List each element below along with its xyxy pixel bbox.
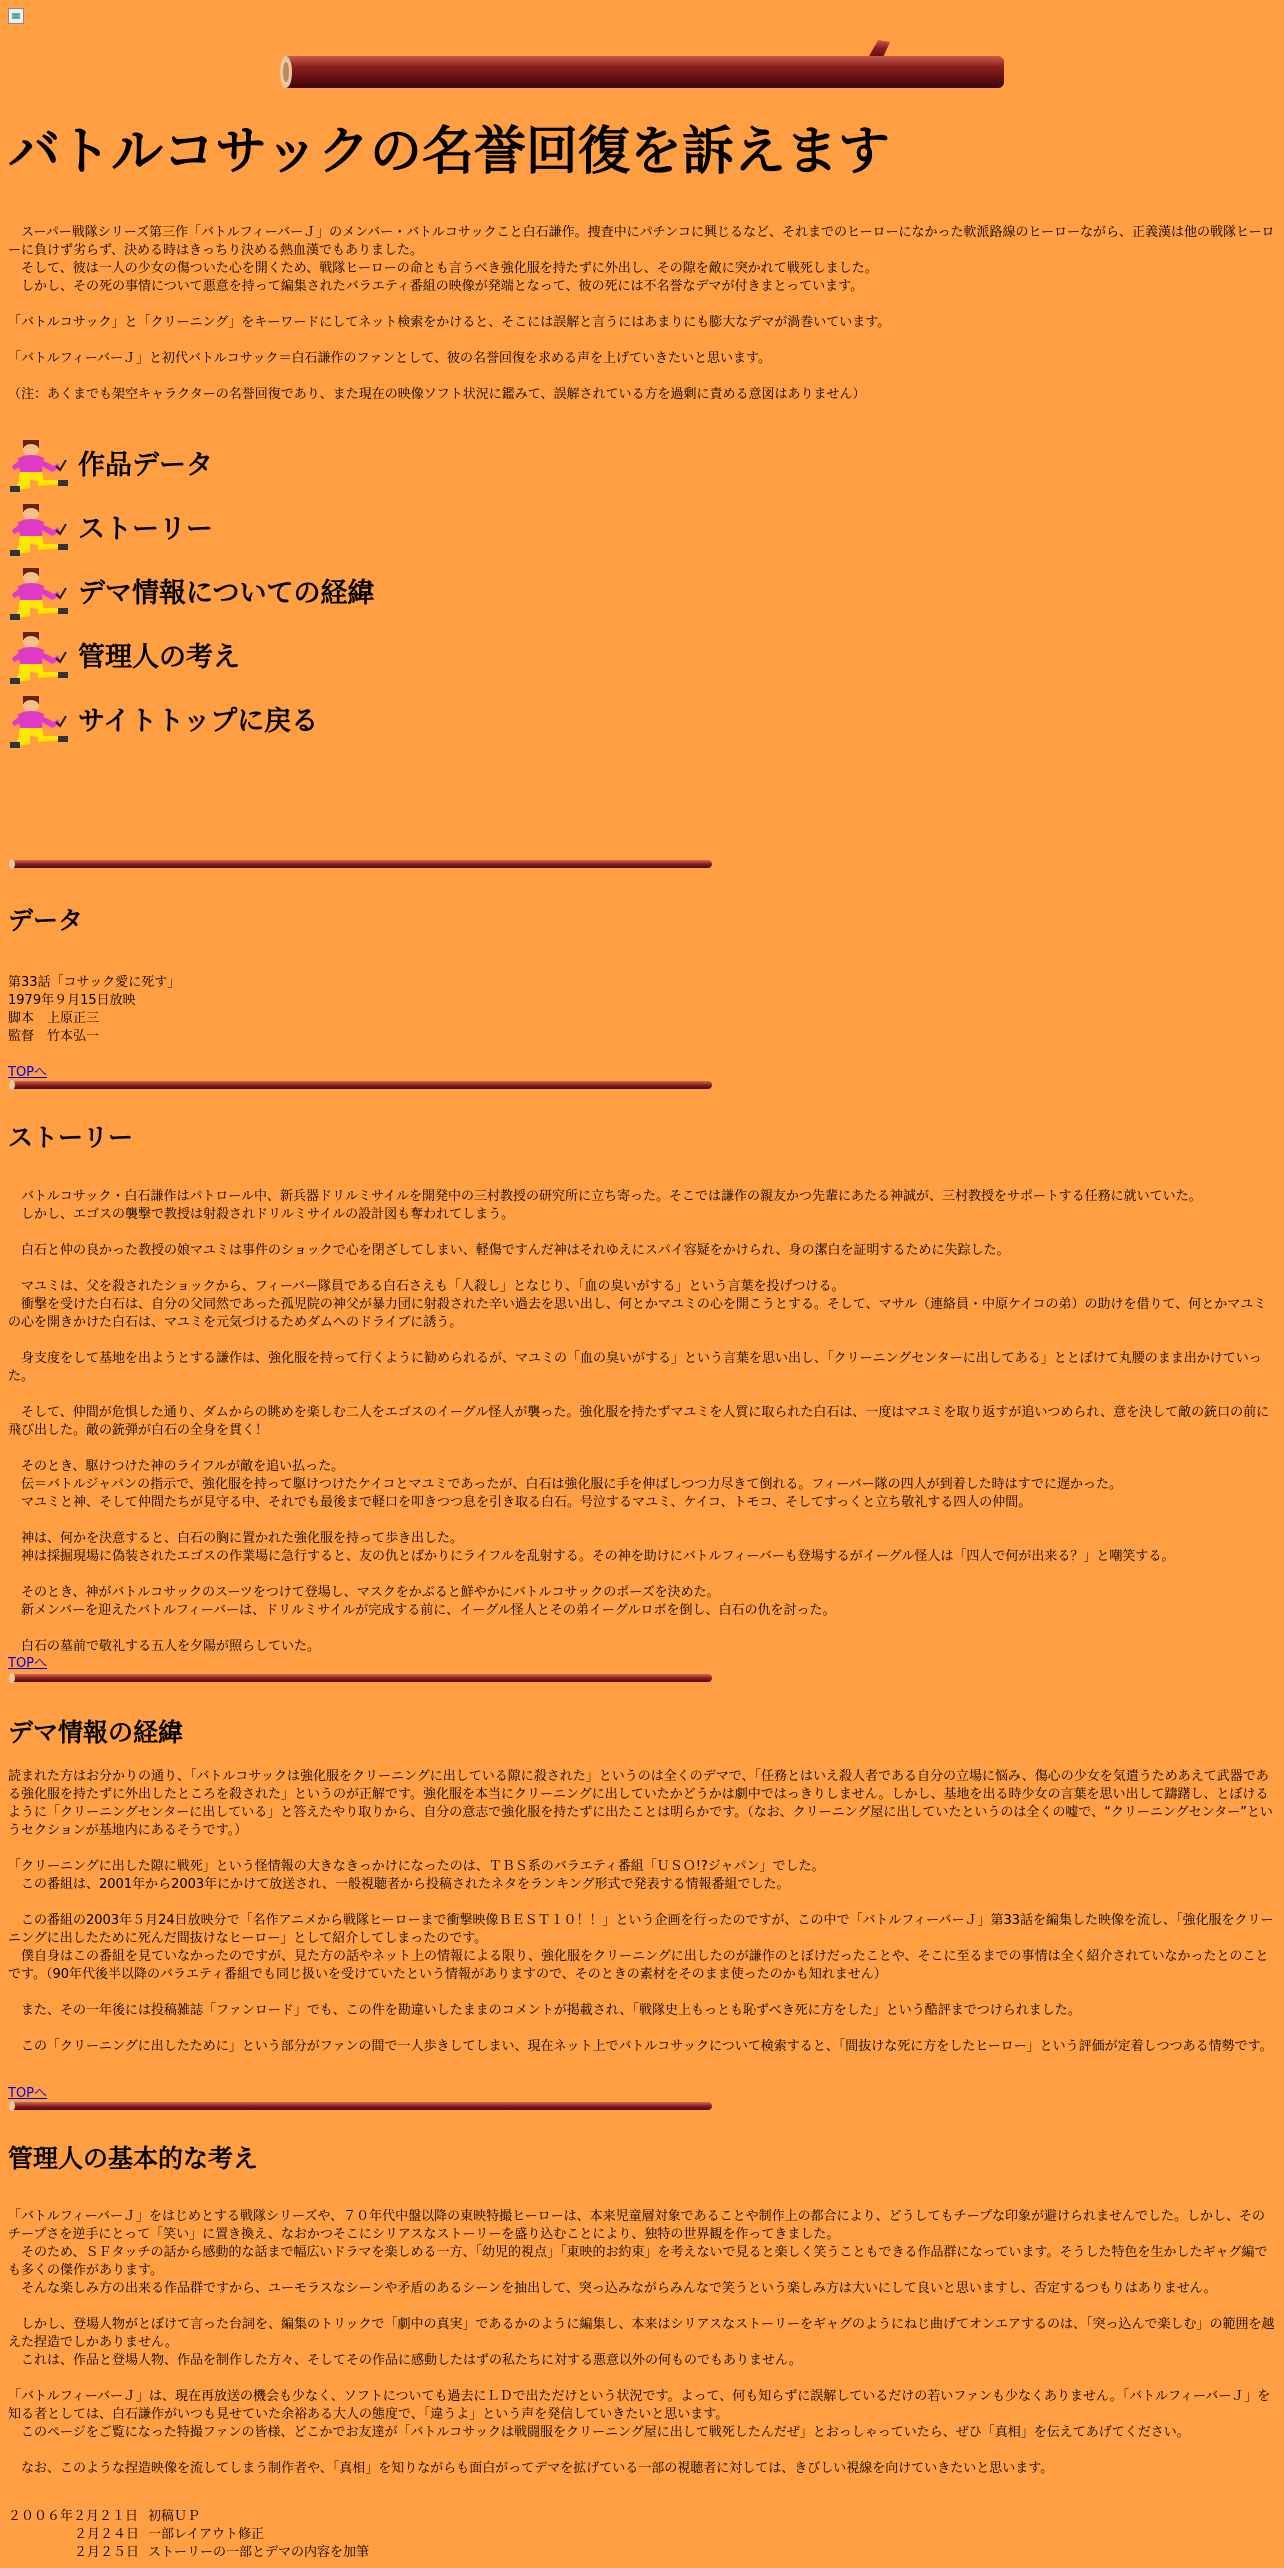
data-line: 第33話「コサック愛に死す」: [8, 975, 181, 990]
menu-item-data[interactable]: [8, 434, 374, 498]
story-paragraph: 身支度をして基地を出ようとする謙作は、強化服を持って行くように勧められるが、マユミの「血の臭いがする」という言葉を思い出し、「クリーニングセンターに出してある」ととぼけて丸腰のまま出かけていった。: [8, 1351, 1262, 1384]
cossack-dancer-icon: [8, 628, 72, 688]
cossack-dancer-icon: [8, 436, 72, 496]
history-date: ２月２５日: [74, 2545, 140, 2560]
section-title-admin: 管理人の基本的な考え: [8, 2144, 259, 2173]
history-note: 一部レイアウト修正: [148, 2527, 264, 2542]
history-row: [8, 2526, 369, 2544]
data-line: 監督 竹本弘一: [8, 1029, 100, 1044]
menu-link-site-top[interactable]: サイトトップに戻る: [78, 706, 319, 737]
cossack-dancer-icon: [8, 564, 72, 624]
admin-paragraph: しかし、登場人物がとぼけて言った台詞を、編集のトリックで「劇中の真実」であるかのように編集し、本来はシリアスなストーリーをギャグのようにねじ曲げてオンエアするのは、「突っ込んで楽しむ」の範囲を越えた捏造でしかありません。 これは、作品と登場人物、作品を制作した方々、そしてその作品に感動したはずの私たちに対する悪意以外の何ものでもありません。: [8, 2317, 1275, 2368]
dema-paragraph: この「クリーニングに出したために」という部分がファンの間で一人歩きしてしまい、現在ネット上でバトルコサックについて検索すると、「間抜けな死に方をしたヒーロー」という評価が定着しつつある情勢です。: [8, 2039, 1273, 2054]
dema-body: [8, 1768, 1276, 2074]
story-paragraph: バトルコサック・白石謙作はパトロール中、新兵器ドリルミサイルを開発中の三村教授の研究所に立ち寄った。そこでは謙作の親友かつ先輩にあたる神誠が、三村教授をサポートする任務に就いていた。 しかし、エゴスの襲撃で教授は射殺されドリルミサイルの設計図も奪われてしまう。: [8, 1189, 1202, 1222]
story-body: [8, 1188, 1276, 1674]
broken-image-icon: [8, 8, 24, 24]
menu-item-story[interactable]: [8, 498, 374, 562]
log-divider: [8, 1079, 714, 1091]
menu-link-admin[interactable]: 管理人の考え: [78, 642, 240, 673]
dema-paragraph: 「クリーニングに出した隙に戦死」という怪情報の大きなきっかけになったのは、ＴＢＳ系のバラエティ番組「ＵＳＯ!?ジャパン」でした。 この番組は、2001年から2003年にかけて放送され、一般視聴者から投稿されたネタをランキング形式で発表する情報番組でした。: [8, 1859, 825, 1892]
story-paragraph: 白石と仲の良かった教授の娘マユミは事件のショックで心を閉ざしてしまい、軽傷ですんだ神はそれゆえにスパイ容疑をかけられ、身の潔白を証明するために失踪した。: [8, 1243, 1010, 1258]
history-row: [8, 2508, 369, 2526]
data-line: 脚本 上原正三: [8, 1011, 100, 1026]
top-link[interactable]: TOPへ: [8, 1656, 48, 1671]
admin-paragraph: 「バトルフィーバーＪ」をはじめとする戦隊シリーズや、７０年代中盤以降の東映特撮ヒーローは、本来児童層対象であることや制作上の都合により、どうしてもチープな印象が避けられませんでした。しかし、そのチープさを逆手にとって「笑い」に置き換え、なおかつそこにシリアスなストーリーを盛り込むことにより、独特の世界観を作ってきました。 そのため、ＳＦタッチの話から感動的な話まで幅広いドラマを楽しめる一方、「幼児的視点」「東映的お約束」を考えないで見ると楽しく笑うこともできる作品群になっています。そうした特色を生かしたギャグ編でも多くの傑作があります。 そんな楽しみ方の出来る作品群ですから、ユーモラスなシーンや矛盾のあるシーンを抽出して、突っ込みながらみんなで笑うという楽しみ方は大いにして良いと思いますし、否定するつもりはありません。: [8, 2209, 1268, 2296]
menu-link-story[interactable]: ストーリー: [78, 514, 213, 545]
cossack-dancer-icon: [8, 500, 72, 560]
menu-item-dema[interactable]: [8, 562, 374, 626]
page-title: バトルコサックの名誉回復を訴えます: [8, 122, 890, 182]
admin-paragraph: なお、このような捏造映像を流してしまう制作者や、「真相」を知りながらも面白がってデマを拡げている一部の視聴者に対しては、きびしい視線を向けていきたいと思います。: [8, 2461, 1054, 2476]
history-note: 初稿ＵＰ: [148, 2509, 201, 2524]
data-list: [8, 974, 1276, 1046]
dema-paragraph: 読まれた方はお分かりの通り、「バトルコサックは強化服をクリーニングに出している隙に殺された」というのは全くのデマで、「任務とはいえ殺人者である自分の立場に悩み、傷心の少女を気遣うためあえて武器である強化服を持たずに外出したところを殺された」というのが正解です。強化服を本当にクリーニングに出していたかどうかは劇中ではっきりしません。しかし、基地を出る時少女の言葉を思い出して躊躇し、とぼけるように「クリーニングセンターに出している」と答えたやり取りから、自分の意志で強化服を持たずに出たことは明らかです。（なお、クリーニング屋に出していたというのは全くの嘘で、“クリーニングセンター”というセクションが基地内にあるそうです。）: [8, 1769, 1273, 1838]
history-date: ２月２４日: [74, 2527, 140, 2542]
menu-list: [8, 434, 374, 754]
admin-paragraph: 「バトルフィーバーＪ」は、現在再放送の機会も少なく、ソフトについても過去にＬＤで出ただけという状況です。よって、何も知らずに誤解しているだけの若いファンも少なくありません。「バトルフィーバーＪ」を知る者としては、白石謙作がいつも見せていた余裕ある大人の態度で、「違うよ」という声を発信していきたいと思います。 このページをご覧になった特撮ファンの皆様、どこかでお友達が「バトルコサックは戦闘服をクリーニング屋に出して戦死したんだぜ」とおっしゃっていたら、ぜひ「真相」を伝えてあげてください。: [8, 2389, 1271, 2440]
history-date: ２００６年２月２１日: [8, 2509, 139, 2524]
section-title-dema: デマ情報の経緯: [8, 1718, 184, 1747]
intro-section: [8, 224, 1276, 422]
top-link[interactable]: TOPへ: [8, 2086, 48, 2101]
dema-paragraph: この番組の2003年５月24日放映分で「名作アニメから戦隊ヒーローまで衝撃映像ＢＥＳＴ１０！！」という企画を行ったのですが、この中で「バトルフィーバーＪ」第33話を編集した映像を流し、「強化服をクリーニングに出したために死んだ間抜けなヒーロー」として紹介してしまったのです。 僕自身はこの番組を見ていなかったのですが、見た方の話やネット上の情報による限り、強化服をクリーニングに出したのが謙作のとぼけだったことや、そこに至るまでの事情は全く紹介されていなかったとのことです。（90年代後半以降のバラエティ番組でも同じ扱いを受けていたという情報がありますので、そのときの素材をそのまま使ったのかも知れません）: [8, 1913, 1274, 1982]
story-paragraph: そして、仲間が危惧した通り、ダムからの眺めを楽しむ二人をエゴスのイーグル怪人が襲った。強化服を持たずマユミを人質に取られた白石は、一度はマユミを取り返すが追いつめられ、意を決して敵の銃口の前に飛び出した。敵の銃弾が白石の全身を貫く！: [8, 1405, 1270, 1438]
section-title-story: ストーリー: [8, 1123, 134, 1152]
story-paragraph: 白石の墓前で敬礼する五人を夕陽が照らしていた。: [8, 1639, 321, 1654]
story-paragraph: そのとき、神がバトルコサックのスーツをつけて登場し、マスクをかぶると鮮やかにバトルコサックのポーズを決めた。 新メンバーを迎えたバトルフィーバーは、ドリルミサイルが完成する前に、イーグル怪人とその弟イーグルロボを倒し、白石の仇を討った。: [8, 1585, 836, 1618]
history-note: ストーリーの一部とデマの内容を加筆: [148, 2545, 370, 2560]
top-link[interactable]: TOPへ: [8, 1065, 48, 1080]
menu-link-data[interactable]: 作品データ: [78, 450, 213, 481]
story-paragraph: そのとき、駆けつけた神のライフルが敵を追い払った。 伝＝バトルジャパンの指示で、強化服を持って駆けつけたケイコとマユミであったが、白石は強化服に手を伸ばしつつ力尽きて倒れる。フィーバー隊の四人が到着した時はすでに遅かった。 マユミと神、そして仲間たちが見守る中、それでも最後まで軽口を叩きつつ息を引き取る白石。号泣するマユミ、ケイコ、トモコ、そしてすっくと立ち敬礼する四人の仲間。: [8, 1459, 1123, 1510]
intro-paragraph: 「バトルフィーバーＪ」と初代バトルコサック＝白石謙作のファンとして、彼の名誉回復を求める声を上げていきたいと思います。: [8, 351, 771, 366]
intro-paragraph: スーパー戦隊シリーズ第三作「バトルフィーバーＪ」のメンバー・バトルコサックこと白石謙作。捜査中にパチンコに興じるなど、それまでのヒーローになかった軟派路線のヒーローながら、正義漢は他の戦隊ヒーローに負けず劣らず、決める時はきっちり決める熱血漢でもありました。 そして、彼は一人の少女の傷ついた心を開くため、戦隊ヒーローの命とも言うべき強化服を持たずに外出し、その隙を敵に突かれて戦死しました。 しかし、その死の事情について悪意を持って編集されたバラエティ番組の映像が発端となって、彼の死には不名誉なデマが付きまとっています。: [8, 225, 1275, 294]
admin-body: [8, 2208, 1276, 2496]
cossack-dancer-icon: [8, 692, 72, 752]
log-divider: [8, 1672, 714, 1684]
history-row: [8, 2544, 369, 2562]
section-title-data: データ: [8, 906, 84, 935]
menu-item-admin[interactable]: [8, 626, 374, 690]
menu-item-site-top[interactable]: [8, 690, 374, 754]
update-history: [8, 2508, 369, 2562]
menu-link-dema[interactable]: デマ情報についての経緯: [78, 578, 375, 609]
log-divider: [8, 858, 714, 870]
log-divider-header: [278, 38, 1008, 94]
dema-paragraph: また、その一年後には投稿雑誌「ファンロード」でも、この件を勘違いしたままのコメントが掲載され、「戦隊史上もっとも恥ずべき死に方をした」という酷評までつけられました。: [8, 2003, 1081, 2018]
intro-paragraph: 「バトルコサック」と「クリーニング」をキーワードにしてネット検索をかけると、そこには誤解と言うにはあまりにも膨大なデマが渦巻いています。: [8, 315, 891, 330]
log-divider: [8, 2100, 714, 2112]
story-paragraph: マユミは、父を殺されたショックから、フィーバー隊員である白石さえも「人殺し」となじり、「血の臭いがする」という言葉を投げつける。 衝撃を受けた白石は、自分の父同然であった孤児院の神父が暴力団に射殺された辛い過去を思い出し、何とかマユミの心を開こうとする。そして、マサル（連絡員・中原ケイコの弟）の助けを借りて、何とかマユミの心を開きかけた白石は、マユミを元気づけるためダムへのドライブに誘う。: [8, 1279, 1267, 1330]
intro-paragraph: （注：あくまでも架空キャラクターの名誉回復であり、また現在の映像ソフト状況に鑑みて、誤解されている方を過剰に責める意図はありません）: [8, 387, 866, 402]
data-line: 1979年９月15日放映: [8, 993, 136, 1008]
story-paragraph: 神は、何かを決意すると、白石の胸に置かれた強化服を持って歩き出した。 神は採掘現場に偽装されたエゴスの作業場に急行すると、友の仇とばかりにライフルを乱射する。その神を助けにバトルフィーバーも登場するがイーグル怪人は「四人で何が出来る？」と嘲笑する。: [8, 1531, 1175, 1564]
